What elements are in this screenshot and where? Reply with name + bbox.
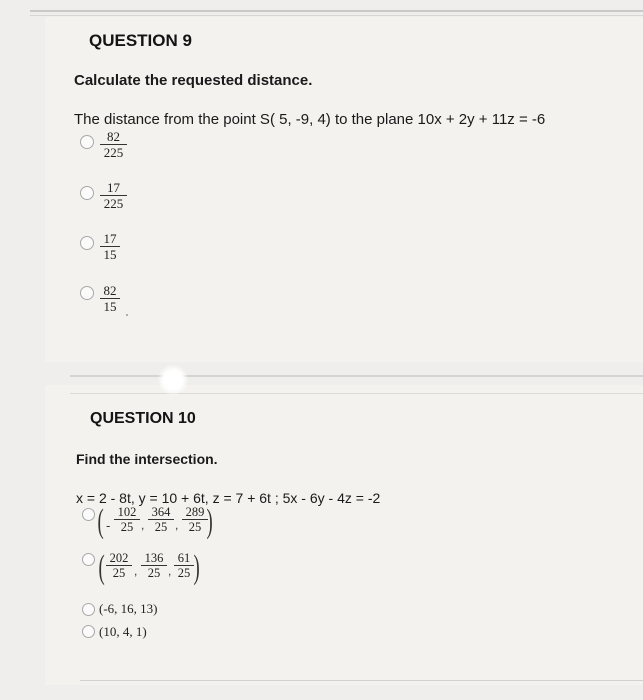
q9-option-4-radio[interactable] <box>80 286 94 300</box>
q10-option-2-close-paren: ) <box>193 549 200 586</box>
question-10-panel <box>45 385 643 685</box>
question-10-title: QUESTION 10 <box>90 410 196 427</box>
q10-option-3-radio[interactable] <box>82 603 95 616</box>
q10-option-4-label: (10, 4, 1) <box>99 624 147 639</box>
q10-option-2-radio[interactable] <box>82 553 95 566</box>
q10-option-1-z-numerator: 289 <box>182 505 208 520</box>
q9-option-1-radio[interactable] <box>80 135 94 149</box>
q10-option-2-z-denominator: 25 <box>177 566 191 580</box>
q10-option-4-radio[interactable] <box>82 625 95 638</box>
q9-option-3-radio[interactable] <box>80 236 94 250</box>
q10-option-2-y-fraction <box>141 551 167 580</box>
q10-option-1-x-denominator: 25 <box>120 520 134 534</box>
q10-option-1-x-numerator: 102 <box>114 505 140 520</box>
q9-option-2-numerator: 17 <box>100 180 127 196</box>
q9-option-1-numerator: 82 <box>100 129 127 145</box>
q9-option-1-denominator: 225 <box>103 145 124 160</box>
question-9-prompt: Calculate the requested distance. <box>74 72 313 89</box>
q10-option-1-close-paren: ) <box>206 503 213 540</box>
question-9-panel <box>45 17 643 362</box>
q9-option-2-fraction <box>100 180 127 211</box>
q10-option-1-comma-1: , <box>141 518 145 532</box>
q10-option-2-comma-2: , <box>168 564 172 578</box>
question-10-prompt: Find the intersection. <box>76 451 218 467</box>
q9-option-2-radio[interactable] <box>80 186 94 200</box>
stray-mark <box>126 314 128 316</box>
q10-option-3-label: (-6, 16, 13) <box>99 601 158 616</box>
q9-option-3-fraction <box>100 231 120 262</box>
q9-option-3-denominator: 15 <box>103 247 117 262</box>
q10-option-1-sign: - <box>106 518 111 533</box>
photo-glare <box>158 365 188 395</box>
q10-option-1-y-numerator: 364 <box>148 505 174 520</box>
q10-option-2-x-fraction <box>106 551 132 580</box>
q10-option-1-z-fraction <box>182 505 208 534</box>
q10-option-1-z-denominator: 25 <box>188 520 202 534</box>
question-separator-secondary <box>70 393 643 394</box>
q10-option-2-open-paren: ( <box>98 549 105 586</box>
q9-option-3-numerator: 17 <box>100 231 120 247</box>
q9-option-1-fraction <box>100 129 127 160</box>
q9-option-2-denominator: 225 <box>103 196 124 211</box>
top-divider <box>30 10 643 12</box>
q10-option-2-y-numerator: 136 <box>141 551 167 566</box>
q10-option-2-comma-1: , <box>134 564 138 578</box>
q10-option-1-comma-2: , <box>175 518 179 532</box>
q9-option-4-numerator: 82 <box>100 283 120 299</box>
q10-option-1-open-paren: ( <box>97 503 104 540</box>
top-divider-secondary <box>30 15 643 16</box>
q10-option-2-x-numerator: 202 <box>106 551 132 566</box>
q10-option-2-z-fraction <box>174 551 194 580</box>
q9-option-4-fraction <box>100 283 120 314</box>
q9-option-4-denominator: 15 <box>103 299 117 314</box>
question-10-text: x = 2 - 8t, y = 10 + 6t, z = 7 + 6t ; 5x - 6y - 4z = -2 <box>76 490 381 506</box>
q10-option-1-y-denominator: 25 <box>154 520 168 534</box>
q10-option-1-y-fraction <box>148 505 174 534</box>
q10-option-1-radio[interactable] <box>82 508 95 521</box>
q10-option-1-x-fraction <box>114 505 140 534</box>
q10-option-2-x-denominator: 25 <box>112 566 126 580</box>
q10-option-2-y-denominator: 25 <box>147 566 161 580</box>
question-9-title: QUESTION 9 <box>89 31 192 50</box>
question-separator <box>70 375 643 377</box>
q10-option-2-z-numerator: 61 <box>174 551 194 566</box>
question-9-text: The distance from the point S( 5, -9, 4) to the plane 10x + 2y + 11z = -6 <box>74 111 546 128</box>
bottom-divider <box>80 680 643 681</box>
